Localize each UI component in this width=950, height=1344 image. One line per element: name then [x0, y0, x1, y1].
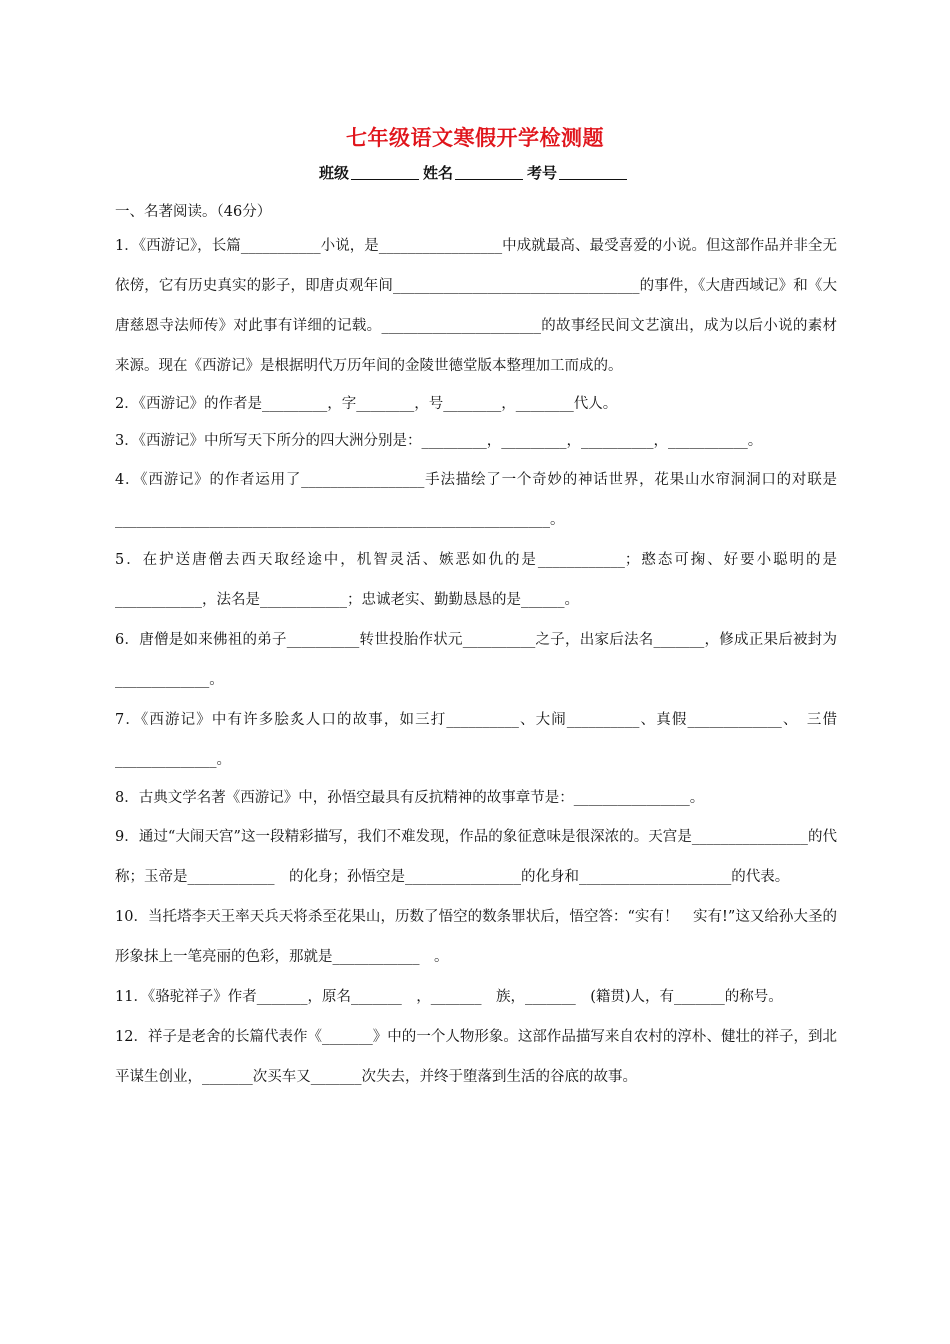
- name-blank: [455, 165, 523, 180]
- number-blank: [559, 165, 627, 180]
- question-5: 5．在护送唐僧去西天取经途中，机智灵活、嫉恶如仇的是____________；憨态可掬、好要小聪明的是____________，法名是____________；忠诚老实、勤勤恳恳的是______。: [115, 552, 837, 608]
- class-label: 班级: [318, 164, 349, 182]
- page-title: 七年级语文寒假开学检测题: [346, 126, 604, 150]
- question-10: 10．当托塔李天王率天兵天将杀至花果山，历数了悟空的数条罪状后，悟空答：“实有！ 实有!”这又给孙大圣的形象抹上一笔亮丽的色彩，那就是____________ 。: [115, 909, 837, 965]
- question-4: 4．《西游记》的作者运用了_________________手法描绘了一个奇妙的神话世界，花果山水帘洞洞口的对联是____________________________________________________________。: [115, 472, 837, 528]
- number-label: 考号: [527, 164, 558, 182]
- section-heading: 一、名著阅读。（46分）: [115, 204, 272, 220]
- student-info-row: [0, 162, 950, 183]
- question-3: 3．《西游记》中所写天下所分的四大洲分别是：_________，_________，__________，___________。: [115, 433, 763, 449]
- question-12: 12．祥子是老舍的长篇代表作《_______》中的一个人物形象。这部作品描写来自农村的淳朴、健壮的祥子，到北平谋生创业，_______次买车又_______次失去，并终于堕落到生活的谷底的故事。: [115, 1029, 837, 1085]
- question-6: 6．唐僧是如来佛祖的弟子__________转世投胎作状元__________之子，出家后法名_______，修成正果后被封为_____________。: [115, 632, 837, 688]
- question-9: 9．通过“大闹天宫”这一段精彩描写，我们不难发现，作品的象征意味是很深浓的。天宫是________________的代称；玉帝是____________ 的化身；孙悟空是________________的化身和_____________________的代表。: [115, 829, 837, 885]
- question-2: 2．《西游记》的作者是_________，字________，号________，________代人。: [115, 396, 618, 412]
- question-1: 1．《西游记》，长篇___________小说，是_________________中成就最高、最受喜爱的小说。但这部作品并非全无依傍，它有历史真实的影子，即唐贞观年间__________________________________的事件，《大唐西域记》和《大唐慈恩寺法师传》对此事有详细的记载。______________________的故事经民间文艺演出，成为以后小说的素材来源。现在《西游记》是根据明代万历年间的金陵世德堂版本整理加工而成的。: [115, 238, 837, 374]
- question-8: 8．古典文学名著《西游记》中，孙悟空最具有反抗精神的故事章节是：________________。: [115, 790, 705, 806]
- name-label: 姓名: [422, 164, 453, 182]
- class-blank: [351, 165, 419, 180]
- question-11: 11．《骆驼祥子》作者_______，原名_______ ，_______ 族，_______ (籍贯)人，有_______的称号。: [115, 989, 783, 1005]
- question-7: 7．《西游记》中有许多脍炙人口的故事，如三打__________、大闹__________、真假_____________、 三借______________。: [115, 712, 837, 768]
- question-list: [115, 226, 837, 1097]
